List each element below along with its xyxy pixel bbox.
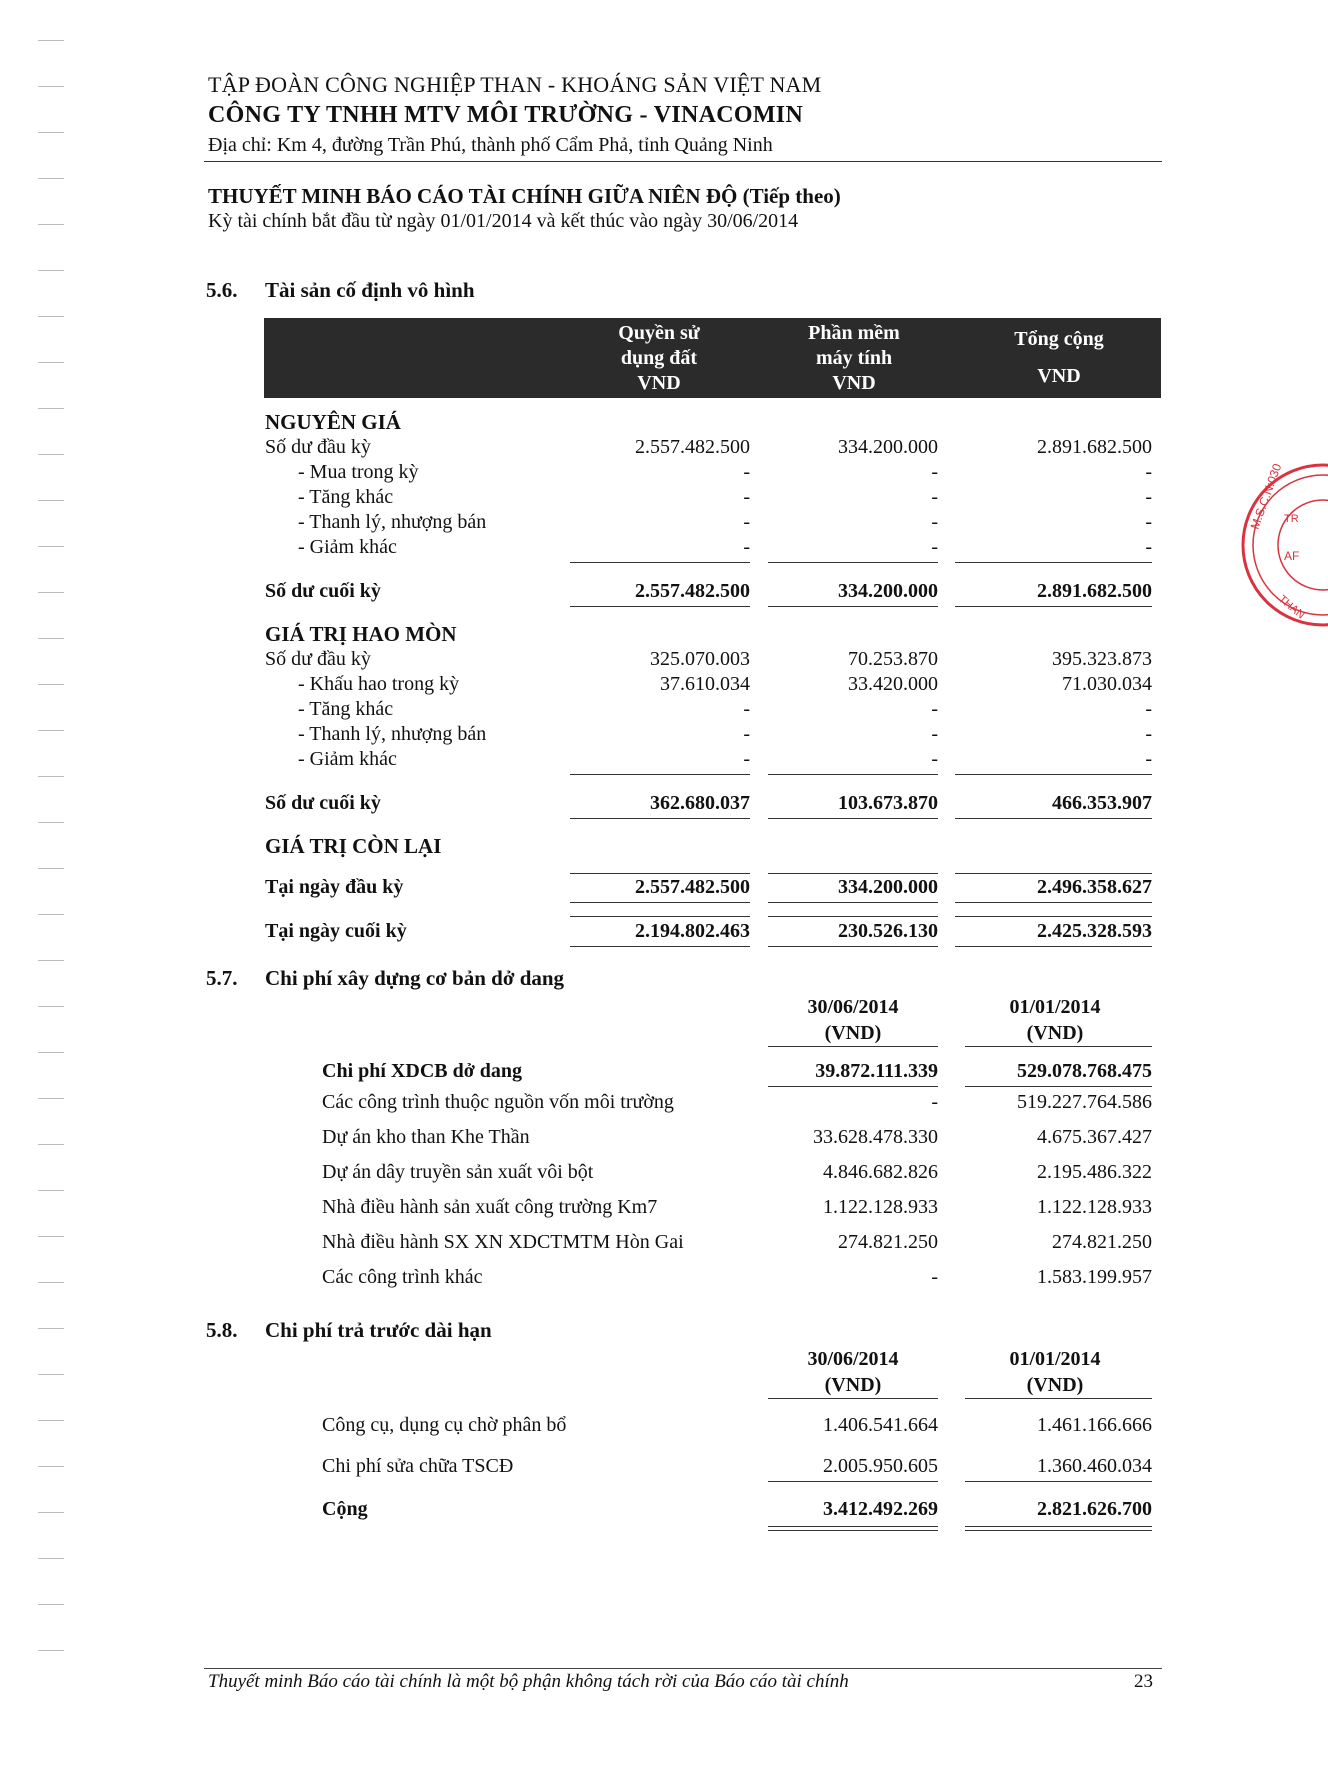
svg-text:M.S.C.N:030: M.S.C.N:030 bbox=[1247, 461, 1285, 532]
cell-value: 1.122.128.933 bbox=[823, 1196, 938, 1218]
row-rule bbox=[768, 916, 938, 917]
cell-value: 2.425.328.593 bbox=[1037, 920, 1152, 942]
svg-text:THAN: THAN bbox=[1276, 593, 1307, 622]
cell-value: - bbox=[931, 1266, 938, 1288]
total-rule bbox=[768, 1086, 938, 1087]
section-number: 5.6. bbox=[206, 278, 238, 302]
cell-value: - bbox=[1145, 748, 1152, 770]
col-header-01-01-2014: 01/01/2014 (VND) bbox=[1009, 1348, 1101, 1396]
subtotal-rule bbox=[768, 774, 938, 775]
cell-value: 3.412.492.269 bbox=[823, 1498, 938, 1520]
cell-value: 2.194.802.463 bbox=[635, 920, 750, 942]
row-label: Tại ngày cuối kỳ bbox=[265, 920, 407, 942]
row-label: Dự án dây truyền sản xuất vôi bột bbox=[322, 1161, 594, 1183]
section-number: 5.8. bbox=[206, 1318, 238, 1342]
company-address: Địa chỉ: Km 4, đường Trần Phú, thành phố Cẩm Phả, tỉnh Quảng Ninh bbox=[208, 134, 773, 156]
report-period: Kỳ tài chính bắt đầu từ ngày 01/01/2014 và kết thúc vào ngày 30/06/2014 bbox=[208, 210, 799, 232]
cell-value: - bbox=[743, 748, 750, 770]
col-header-30-06-2014: 30/06/2014 (VND) bbox=[807, 1348, 899, 1396]
cell-value: 1.360.460.034 bbox=[1037, 1455, 1152, 1477]
company-name: CÔNG TY TNHH MTV MÔI TRƯỜNG - VINACOMIN bbox=[208, 102, 804, 128]
row-rule bbox=[768, 873, 938, 874]
section-title: Chi phí xây dựng cơ bản dở dang bbox=[265, 966, 565, 990]
row-label: - Thanh lý, nhượng bán bbox=[298, 511, 487, 533]
cell-value: 2.557.482.500 bbox=[635, 580, 750, 602]
cell-value: - bbox=[743, 723, 750, 745]
row-label: Số dư đầu kỳ bbox=[265, 436, 371, 458]
cell-value: 1.461.166.666 bbox=[1037, 1414, 1152, 1436]
report-title: THUYẾT MINH BÁO CÁO TÀI CHÍNH GIỮA NIÊN ĐỘ (Tiếp theo) bbox=[208, 184, 841, 208]
group-name: TẬP ĐOÀN CÔNG NGHIỆP THAN - KHOÁNG SẢN VIỆT NAM bbox=[208, 72, 822, 97]
group-heading-original-cost: NGUYÊN GIÁ bbox=[265, 410, 401, 434]
cell-value: - bbox=[931, 461, 938, 483]
cell-value: 37.610.034 bbox=[660, 673, 750, 695]
row-label: Chi phí sửa chữa TSCĐ bbox=[322, 1455, 514, 1477]
group-heading-depreciation: GIÁ TRỊ HAO MÒN bbox=[265, 622, 457, 646]
cell-value: 2.821.626.700 bbox=[1037, 1498, 1152, 1520]
section-title: Chi phí trả trước dài hạn bbox=[265, 1318, 492, 1342]
row-label: Số dư cuối kỳ bbox=[265, 792, 381, 814]
cell-value: 39.872.111.339 bbox=[815, 1060, 938, 1082]
company-seal-stamp bbox=[1218, 450, 1328, 650]
page-number: 23 bbox=[1134, 1671, 1153, 1692]
cell-value: 2.496.358.627 bbox=[1037, 876, 1152, 898]
total-rule bbox=[570, 818, 750, 819]
header-rule bbox=[768, 1046, 938, 1047]
col-header-software: Phần mềm máy tính VND bbox=[808, 321, 900, 394]
total-rule bbox=[955, 818, 1152, 819]
row-label: - Thanh lý, nhượng bán bbox=[298, 723, 487, 745]
cell-value: 2.557.482.500 bbox=[635, 876, 750, 898]
row-label: - Giảm khác bbox=[298, 536, 397, 558]
col-header-total: Tổng cộng VND bbox=[1014, 328, 1104, 387]
row-label: Cộng bbox=[322, 1498, 368, 1520]
cell-value: - bbox=[1145, 723, 1152, 745]
row-label: Các công trình thuộc nguồn vốn môi trường bbox=[322, 1091, 674, 1113]
cell-value: 2.195.486.322 bbox=[1037, 1161, 1152, 1183]
total-rule bbox=[965, 1530, 1152, 1531]
cell-value: 103.673.870 bbox=[838, 792, 938, 814]
cell-value: 2.557.482.500 bbox=[635, 436, 750, 458]
cell-value: 71.030.034 bbox=[1062, 673, 1152, 695]
row-label: Tại ngày đầu kỳ bbox=[265, 876, 404, 898]
cell-value: - bbox=[743, 536, 750, 558]
total-rule bbox=[768, 606, 938, 607]
row-label: Số dư đầu kỳ bbox=[265, 648, 371, 670]
cell-value: - bbox=[931, 698, 938, 720]
row-label: - Giảm khác bbox=[298, 748, 397, 770]
row-rule bbox=[955, 916, 1152, 917]
cell-value: - bbox=[1145, 486, 1152, 508]
subtotal-rule bbox=[955, 774, 1152, 775]
cell-value: 33.420.000 bbox=[848, 673, 938, 695]
row-rule bbox=[570, 902, 750, 903]
cell-value: - bbox=[743, 486, 750, 508]
cell-value: 70.253.870 bbox=[848, 648, 938, 670]
cell-value: 4.675.367.427 bbox=[1037, 1126, 1152, 1148]
row-label: - Mua trong kỳ bbox=[298, 461, 419, 483]
section-title: Tài sản cố định vô hình bbox=[265, 278, 475, 302]
cell-value: 466.353.907 bbox=[1052, 792, 1152, 814]
total-rule bbox=[768, 818, 938, 819]
cell-value: 2.005.950.605 bbox=[823, 1455, 938, 1477]
row-label: Nhà điều hành SX XN XDCTMTM Hòn Gai bbox=[322, 1231, 684, 1253]
cell-value: 362.680.037 bbox=[650, 792, 750, 814]
subtotal-rule bbox=[955, 562, 1152, 563]
cell-value: 1.583.199.957 bbox=[1037, 1266, 1152, 1288]
cell-value: - bbox=[743, 511, 750, 533]
row-label: - Tăng khác bbox=[298, 698, 394, 720]
cell-value: 334.200.000 bbox=[838, 876, 938, 898]
table-header-5-6 bbox=[264, 318, 1161, 398]
row-label: Các công trình khác bbox=[322, 1266, 483, 1288]
row-rule bbox=[955, 902, 1152, 903]
header-divider bbox=[204, 161, 1162, 162]
cell-value: 4.846.682.826 bbox=[823, 1161, 938, 1183]
cell-value: 519.227.764.586 bbox=[1017, 1091, 1152, 1113]
header-rule bbox=[965, 1046, 1152, 1047]
cell-value: - bbox=[1145, 698, 1152, 720]
row-label: Số dư cuối kỳ bbox=[265, 580, 381, 602]
cell-value: - bbox=[931, 1091, 938, 1113]
subtotal-rule bbox=[570, 562, 750, 563]
total-rule bbox=[570, 606, 750, 607]
row-label: Nhà điều hành sản xuất công trường Km7 bbox=[322, 1196, 658, 1218]
row-label: - Khấu hao trong kỳ bbox=[298, 673, 460, 695]
cell-value: 1.406.541.664 bbox=[823, 1414, 938, 1436]
row-rule bbox=[768, 946, 938, 947]
row-rule bbox=[570, 873, 750, 874]
cell-value: - bbox=[931, 511, 938, 533]
subtotal-rule bbox=[768, 1481, 938, 1482]
row-rule bbox=[570, 946, 750, 947]
cell-value: - bbox=[743, 698, 750, 720]
row-rule bbox=[955, 873, 1152, 874]
cell-value: - bbox=[931, 486, 938, 508]
cell-value: 2.891.682.500 bbox=[1037, 436, 1152, 458]
cell-value: - bbox=[931, 723, 938, 745]
total-rule bbox=[965, 1086, 1152, 1087]
cell-value: 325.070.003 bbox=[650, 648, 750, 670]
row-rule bbox=[768, 902, 938, 903]
row-rule bbox=[955, 946, 1152, 947]
total-rule bbox=[768, 1526, 938, 1527]
cell-value: 33.628.478.330 bbox=[813, 1126, 938, 1148]
row-rule bbox=[570, 916, 750, 917]
binder-margin-marks bbox=[38, 40, 68, 1690]
cell-value: 529.078.768.475 bbox=[1017, 1060, 1152, 1082]
header-rule bbox=[965, 1398, 1152, 1399]
cell-value: - bbox=[743, 461, 750, 483]
col-header-01-01-2014: 01/01/2014 (VND) bbox=[1009, 996, 1101, 1044]
total-rule bbox=[965, 1526, 1152, 1527]
cell-value: - bbox=[1145, 511, 1152, 533]
footer-note: Thuyết minh Báo cáo tài chính là một bộ phận không tách rời của Báo cáo tài chính bbox=[208, 1671, 849, 1692]
row-label: Dự án kho than Khe Thần bbox=[322, 1126, 530, 1148]
cell-value: 2.891.682.500 bbox=[1037, 580, 1152, 602]
col-header-30-06-2014: 30/06/2014 (VND) bbox=[807, 996, 899, 1044]
cell-value: 274.821.250 bbox=[1052, 1231, 1152, 1253]
subtotal-rule bbox=[965, 1481, 1152, 1482]
cell-value: 334.200.000 bbox=[838, 436, 938, 458]
total-rule bbox=[768, 1530, 938, 1531]
cell-value: - bbox=[931, 536, 938, 558]
row-label: Chi phí XDCB dở dang bbox=[322, 1060, 523, 1082]
cell-value: - bbox=[1145, 536, 1152, 558]
group-heading-net-value: GIÁ TRỊ CÒN LẠI bbox=[265, 834, 442, 858]
footer-divider bbox=[204, 1668, 1162, 1669]
cell-value: 395.323.873 bbox=[1052, 648, 1152, 670]
svg-text:AF: AF bbox=[1284, 549, 1300, 563]
cell-value: 1.122.128.933 bbox=[1037, 1196, 1152, 1218]
subtotal-rule bbox=[570, 774, 750, 775]
row-label: Công cụ, dụng cụ chờ phân bổ bbox=[322, 1414, 567, 1436]
section-number: 5.7. bbox=[206, 966, 238, 990]
total-rule bbox=[955, 606, 1152, 607]
header-rule bbox=[768, 1398, 938, 1399]
row-label: - Tăng khác bbox=[298, 486, 394, 508]
col-header-land-use-rights: Quyền sử dụng đất VND bbox=[618, 321, 700, 394]
cell-value: - bbox=[931, 748, 938, 770]
svg-text:TR: TR bbox=[1284, 513, 1299, 525]
cell-value: 274.821.250 bbox=[838, 1231, 938, 1253]
cell-value: - bbox=[1145, 461, 1152, 483]
subtotal-rule bbox=[768, 562, 938, 563]
cell-value: 230.526.130 bbox=[838, 920, 938, 942]
cell-value: 334.200.000 bbox=[838, 580, 938, 602]
